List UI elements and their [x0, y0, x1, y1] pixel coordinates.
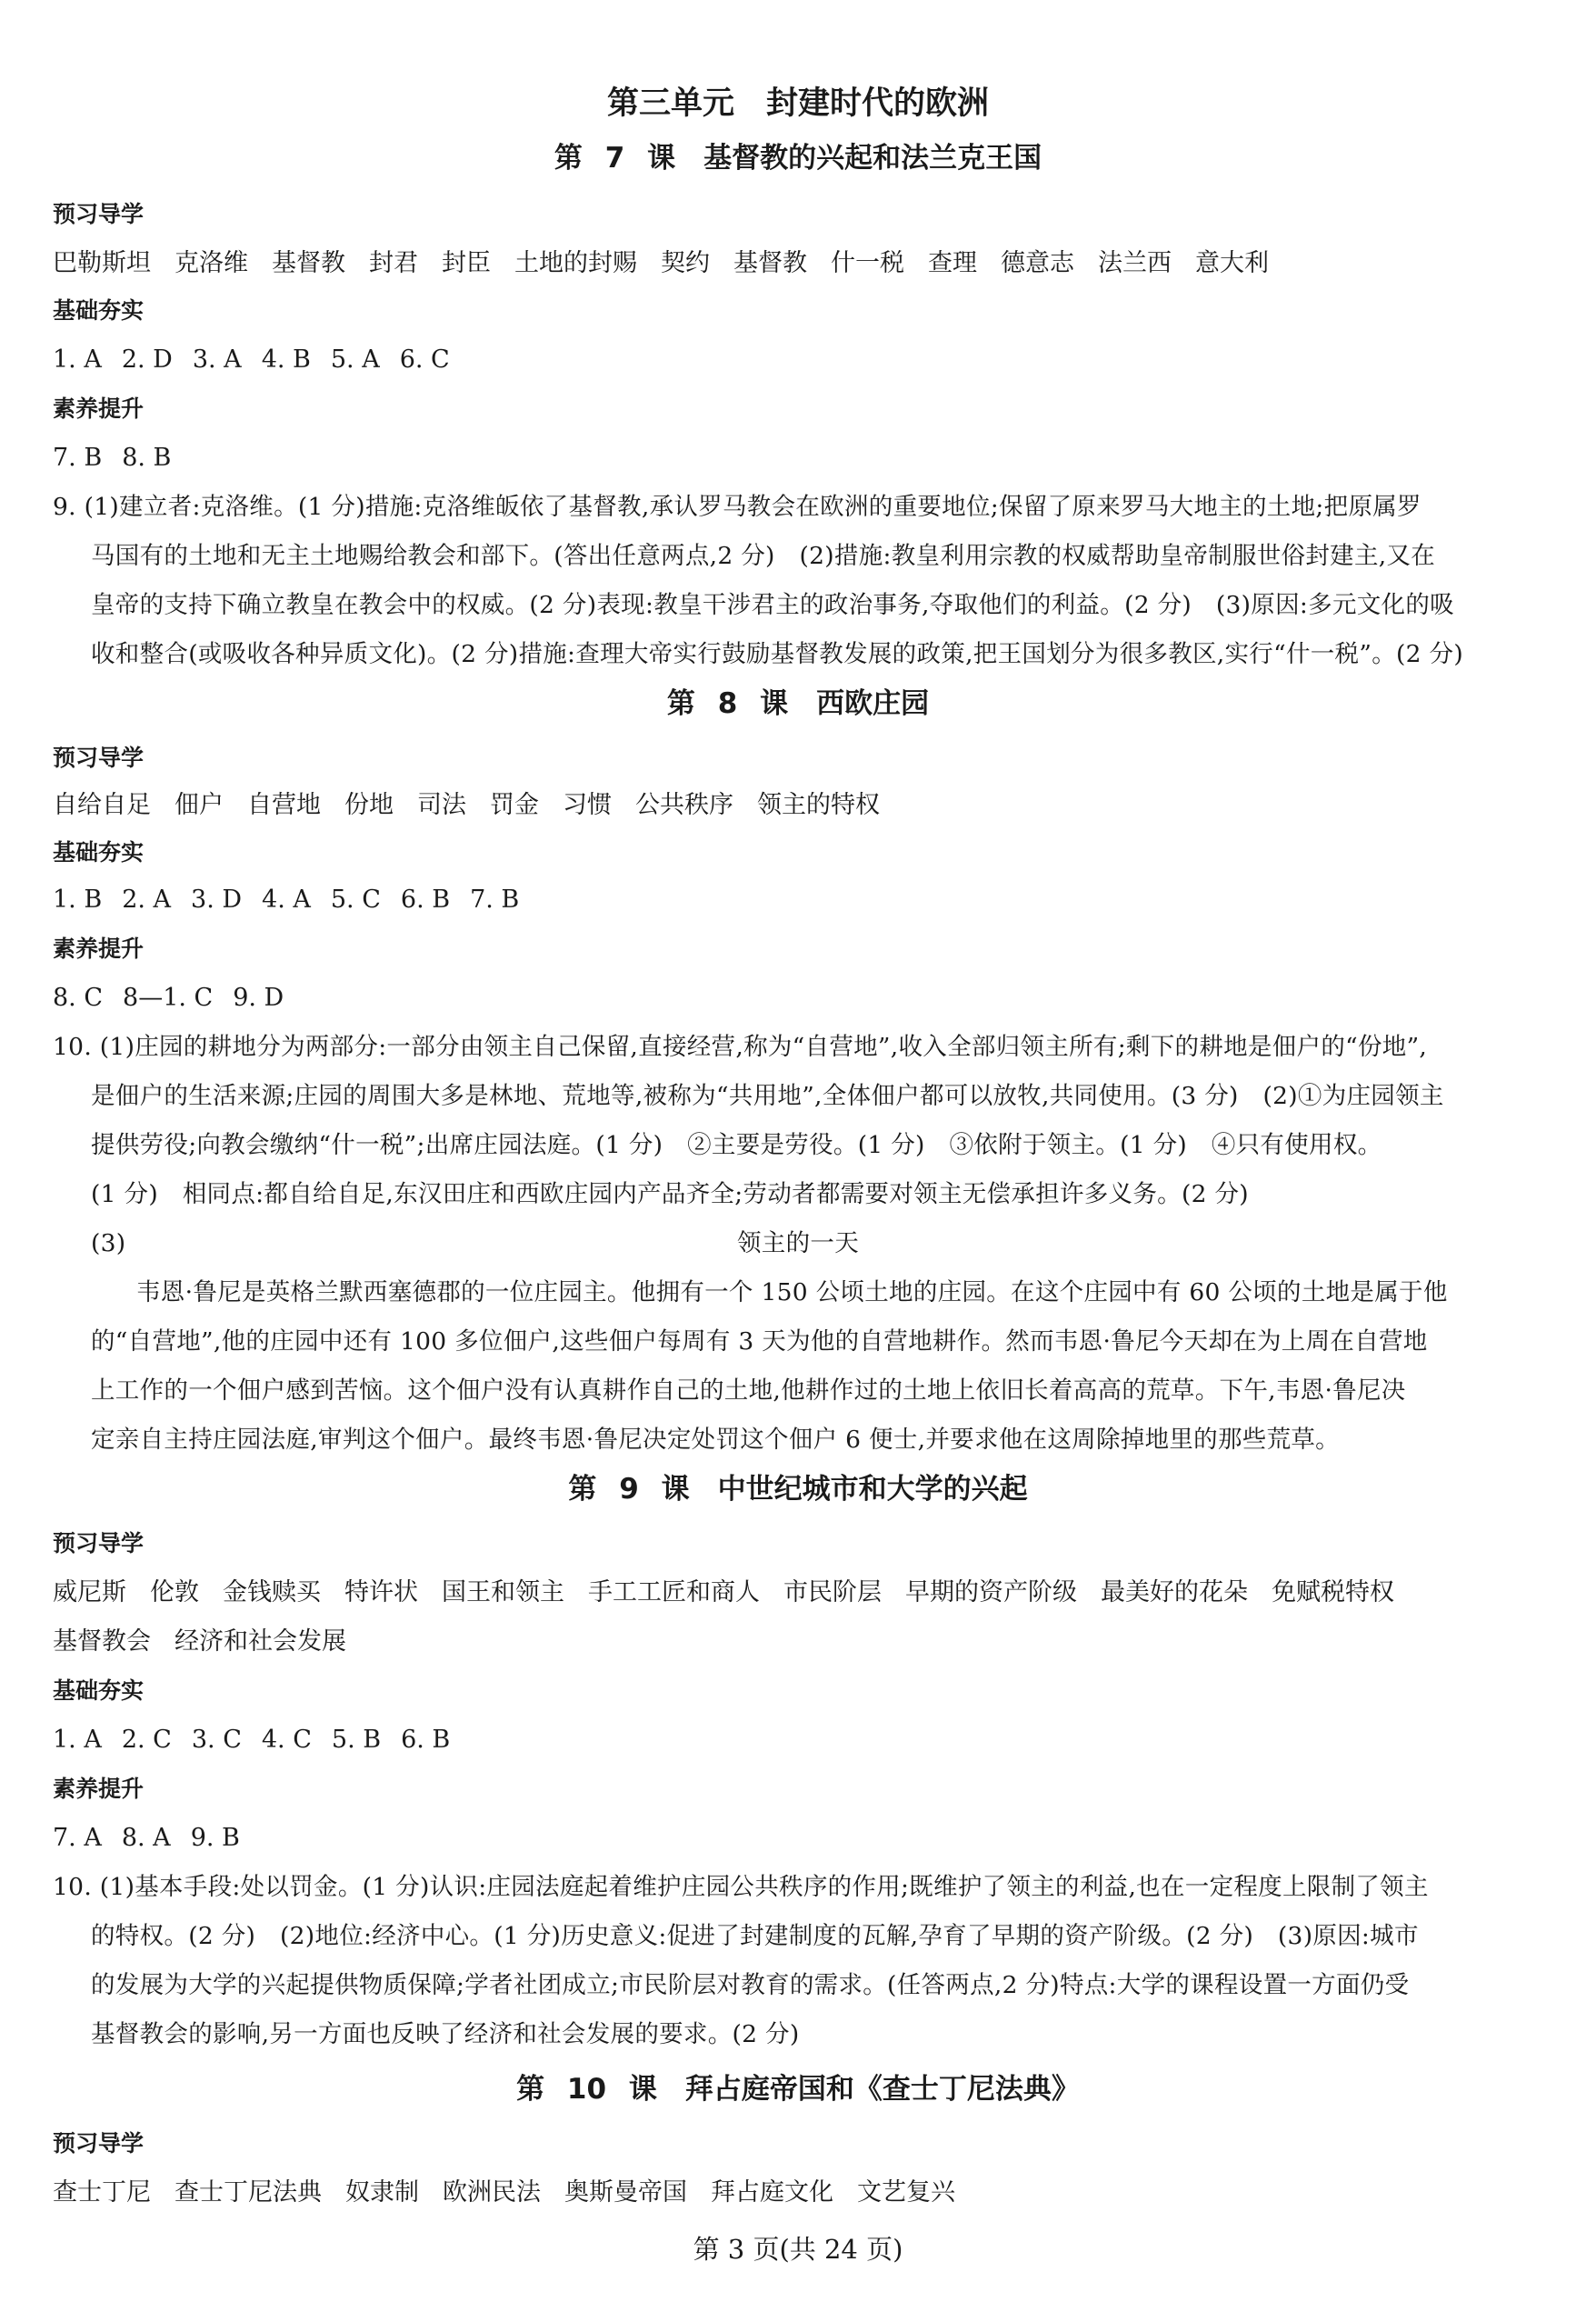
term: 封臣: [442, 249, 491, 277]
term: 免赋税特权: [1272, 1578, 1394, 1606]
lesson-7-q9-line: 马国有的土地和无主土地赐给教会和部下。(答出任意两点,2 分) (2)措施:教皇利用宗教的权威帮助皇帝制服世俗封建主,又在: [91, 542, 1436, 570]
lesson-9-basic-label: 基础夯实: [53, 1677, 145, 1704]
term: 份地: [344, 791, 394, 819]
term: 特许状: [344, 1578, 418, 1606]
lesson-9-preview-terms: [53, 1576, 1418, 1609]
term: 伦敦: [150, 1578, 199, 1606]
term: 查士丁尼: [53, 2178, 151, 2207]
answer: 9. D: [233, 984, 284, 1012]
term: 习惯: [563, 791, 612, 819]
answer: 3. A: [192, 345, 242, 374]
term: 什一税: [831, 249, 904, 277]
lesson-7-title: 第 7 课 基督教的兴起和法兰克王国: [554, 142, 1042, 175]
term: 经济和社会发展: [175, 1627, 346, 1656]
lesson-8-preview-terms: [53, 789, 903, 822]
answer: 8. C: [53, 984, 104, 1012]
term: 手工工匠和商人: [588, 1578, 760, 1606]
lesson-8-essay-number: (3): [91, 1229, 126, 1257]
term: 国王和领主: [442, 1578, 564, 1606]
lesson-9-advance-label: 素养提升: [53, 1776, 145, 1802]
lesson-8-essay-line: 韦恩·鲁尼是英格兰默西塞德郡的一位庄园主。他拥有一个 150 公顷土地的庄园。在这个庄园中有 60 公顷的土地是属于他: [136, 1278, 1448, 1306]
term: 查理: [928, 249, 977, 277]
answer: 1. B: [53, 886, 103, 914]
lesson-8-advance-answers: [53, 982, 304, 1015]
lesson-9-title: 第 9 课 中世纪城市和大学的兴起: [568, 1473, 1028, 1506]
lesson-8-q10-line: 10. (1)庄园的耕地分为两部分:一部分由领主自己保留,直接经营,称为“自营地”,收入全部归领主所有;剩下的耕地是佃户的“份地”,: [53, 1033, 1428, 1061]
lesson-10-preview-terms: [53, 2177, 979, 2209]
answer: 5. A: [330, 345, 380, 374]
lesson-8-basic-answers: [53, 884, 539, 916]
term: 公共秩序: [635, 791, 733, 819]
answer: 8—1. C: [123, 984, 214, 1012]
lesson-9-basic-answers: [53, 1724, 470, 1757]
lesson-7-basic-label: 基础夯实: [53, 297, 145, 324]
lesson-8-essay-title: 领主的一天: [737, 1229, 859, 1257]
term: 查士丁尼法典: [175, 2178, 322, 2207]
term: 欧洲民法: [443, 2178, 541, 2207]
term: 基督教会: [53, 1627, 151, 1656]
lesson-7-preview-label: 预习导学: [53, 201, 145, 227]
lesson-9-preview-label: 预习导学: [53, 1530, 145, 1556]
page-footer: 第 3 页(共 24 页): [693, 2234, 903, 2265]
answer: 3. D: [191, 886, 243, 914]
term: 意大利: [1195, 249, 1269, 277]
lesson-7-basic-answers: [53, 344, 470, 376]
answer: 5. B: [331, 1726, 382, 1754]
unit-title: 第三单元 封建时代的欧洲: [606, 85, 989, 122]
answer: 4. B: [261, 345, 311, 374]
lesson-9-q10-line: 的特权。(2 分) (2)地位:经济中心。(1 分)历史意义:促进了封建制度的瓦解,孕育了早期的资产阶级。(2 分) (3)原因:城市: [91, 1922, 1419, 1950]
lesson-9-preview-terms-2: [53, 1626, 370, 1658]
lesson-8-advance-label: 素养提升: [53, 936, 145, 962]
answer: 8. B: [122, 444, 172, 472]
answer: 4. A: [262, 886, 311, 914]
term: 基督教: [272, 249, 345, 277]
term: 文艺复兴: [857, 2178, 955, 2207]
lesson-8-essay-line: 上工作的一个佃户感到苦恼。这个佃户没有认真耕作自己的土地,他耕作过的土地上依旧长着高高的荒草。下午,韦恩·鲁尼决: [91, 1376, 1406, 1405]
lesson-9-q10-line: 10. (1)基本手段:处以罚金。(1 分)认识:庄园法庭起着维护庄园公共秩序的作用;既维护了领主的利益,也在一定程度上限制了领主: [53, 1873, 1429, 1901]
answer: 9. B: [190, 1824, 240, 1852]
answer: 7. B: [53, 444, 103, 472]
lesson-7-preview-terms: [53, 247, 1292, 280]
lesson-9-q10-line: 基督教会的影响,另一方面也反映了经济和社会发展的要求。(2 分): [91, 2020, 800, 2048]
lesson-9-advance-answers: [53, 1822, 260, 1855]
term: 基督教: [733, 249, 807, 277]
answer: 2. A: [122, 886, 172, 914]
lesson-7-advance-label: 素养提升: [53, 395, 145, 422]
answer: 6. B: [400, 886, 451, 914]
lesson-9-q10-line: 的发展为大学的兴起提供物质保障;学者社团成立;市民阶层对教育的需求。(任答两点,2 分)特点:大学的课程设置一方面仍受: [91, 1971, 1410, 1999]
answer: 2. C: [121, 1726, 172, 1754]
answer: 3. C: [191, 1726, 242, 1754]
lesson-8-essay-line: 的“自营地”,他的庄园中还有 100 多位佃户,这些佃户每周有 3 天为他的自营地耕作。然而韦恩·鲁尼今天却在为上周在自营地: [91, 1327, 1428, 1356]
term: 佃户: [175, 791, 224, 819]
term: 奴隶制: [345, 2178, 419, 2207]
lesson-10-preview-label: 预习导学: [53, 2130, 145, 2157]
term: 罚金: [490, 791, 539, 819]
answer: 6. B: [401, 1726, 451, 1754]
answer: 1. A: [53, 345, 102, 374]
term: 法兰西: [1098, 249, 1172, 277]
term: 金钱赎买: [223, 1578, 321, 1606]
term: 自给自足: [53, 791, 151, 819]
answer: 6. C: [399, 345, 450, 374]
lesson-8-preview-label: 预习导学: [53, 745, 145, 771]
term: 德意志: [1001, 249, 1074, 277]
lesson-7-q9-line: 9. (1)建立者:克洛维。(1 分)措施:克洛维皈依了基督教,承认罗马教会在欧洲的重要地位;保留了原来罗马大地主的土地;把原属罗: [53, 493, 1421, 521]
lesson-7-q9-line: 收和整合(或吸收各种异质文化)。(2 分)措施:查理大帝实行鼓励基督教发展的政策,把王国划分为很多教区,实行“什一税”。(2 分): [91, 640, 1463, 668]
term: 契约: [661, 249, 710, 277]
term: 威尼斯: [53, 1578, 126, 1606]
lesson-8-essay-line: 定亲自主持庄园法庭,审判这个佃户。最终韦恩·鲁尼决定处罚这个佃户 6 便士,并要求他在这周除掉地里的那些荒草。: [91, 1426, 1340, 1454]
term: 最美好的花朵: [1101, 1578, 1248, 1606]
term: 领主的特权: [757, 791, 880, 819]
term: 自营地: [247, 791, 321, 819]
term: 克洛维: [175, 249, 248, 277]
answer: 8. A: [121, 1824, 171, 1852]
lesson-8-basic-label: 基础夯实: [53, 839, 145, 866]
term: 巴勒斯坦: [53, 249, 151, 277]
term: 奥斯曼帝国: [564, 2178, 687, 2207]
answer: 2. D: [121, 345, 173, 374]
term: 市民阶层: [783, 1578, 882, 1606]
term: 拜占庭文化: [711, 2178, 833, 2207]
lesson-8-q10-line: (1 分) 相同点:都自给自足,东汉田庄和西欧庄园内产品齐全;劳动者都需要对领主无偿承担许多义务。(2 分): [91, 1180, 1249, 1208]
term: 土地的封赐: [514, 249, 637, 277]
answer: 4. C: [261, 1726, 312, 1754]
lesson-8-q10-line: 提供劳役;向教会缴纳“什一税”;出席庄园法庭。(1 分) ②主要是劳役。(1 分) ③依附于领主。(1 分) ④只有使用权。: [91, 1131, 1382, 1159]
lesson-10-title: 第 10 课 拜占庭帝国和《查士丁尼法典》: [516, 2073, 1080, 2106]
answer: 7. A: [53, 1824, 102, 1852]
lesson-8-title: 第 8 课 西欧庄园: [666, 687, 930, 720]
term: 早期的资产阶级: [905, 1578, 1077, 1606]
answer: 5. C: [330, 886, 381, 914]
answer: 7. B: [470, 886, 520, 914]
lesson-7-advance-answers: [53, 442, 191, 475]
lesson-8-q10-line: 是佃户的生活来源;庄园的周围大多是林地、荒地等,被称为“共用地”,全体佃户都可以放牧,共同使用。(3 分) (2)①为庄园领主: [91, 1082, 1444, 1110]
term: 封君: [369, 249, 418, 277]
term: 司法: [417, 791, 466, 819]
answer: 1. A: [53, 1726, 102, 1754]
lesson-7-q9-line: 皇帝的支持下确立教皇在教会中的权威。(2 分)表现:教皇干涉君主的政治事务,夺取他们的利益。(2 分) (3)原因:多元文化的吸: [91, 591, 1454, 619]
